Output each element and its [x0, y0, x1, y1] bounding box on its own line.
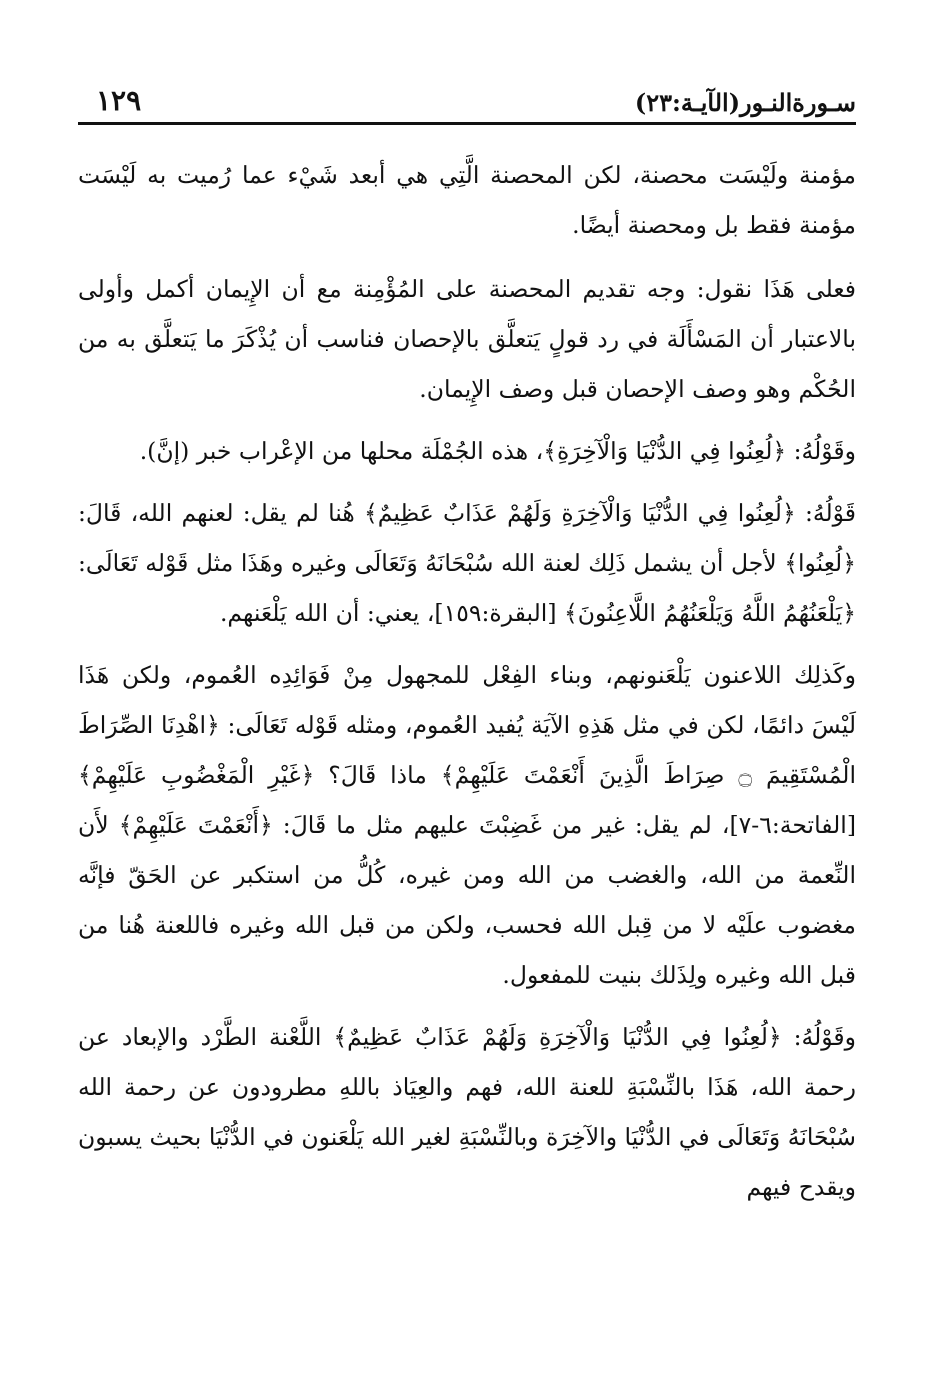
- book-page: [78, 0, 856, 1375]
- paragraph-4: قَوْلُهُ: ﴿لُعِنُوا فِي الدُّنْيَا وَالْآخِرَةِ وَلَهُمْ عَذَابٌ عَظِيمٌ﴾ هُنا لم يقل: لعنهم الله، قَالَ: ﴿لُعِنُوا﴾ لأجل أن يشمل ذَلِك لعنة الله سُبْحَانَهُ وَتَعَالَى وغيره وهَذَا مثل قَوْله تَعَالَى: ﴿يَلْعَنُهُمُ اللَّهُ وَيَلْعَنُهُمُ اللَّاعِنُونَ﴾ [البقرة:١٥٩]، يعني: أن الله يَلْعَنهم.: [78, 499, 856, 627]
- paragraph-3: وقَوْلُهُ: ﴿لُعِنُوا فِي الدُّنْيَا وَالْآخِرَةِ﴾، هذه الجُمْلَة محلها من الإعْراب خبر (إنَّ).: [139, 437, 856, 465]
- page-number: ١٢٩: [96, 84, 142, 117]
- paragraph-5: وكَذلِك اللاعنون يَلْعَنونهم، وبناء الفِعْل للمجهول مِنْ فَوَائِدِه العُموم، ولكن هَذَا لَيْسَ دائمًا، لكن في مثل هَذِهِ الآيَة يُفيد العُموم، ومثله قَوْله تَعَالَى: ﴿اهْدِنَا الصِّرَاطَ الْمُسْتَقِيمَ ۝ صِرَاطَ الَّذِينَ أَنْعَمْتَ عَلَيْهِمْ﴾ ماذا قَالَ؟ ﴿غَيْرِ الْمَغْضُوبِ عَلَيْهِمْ﴾ [الفاتحة:٦-٧]، لم يقل: غير من غَضِبْتَ عليهم مثل ما قَالَ: ﴿أَنْعَمْتَ عَلَيْهِمْ﴾ لأَن النِّعمة من الله، والغضب من الله ومن غيره، كُلُّ من استكبر عن الحَقّ فإنَّه مغضوب علَيْه لا من قِبل الله فحسب، ولكن من قبل الله وغيره فاللعنة هُنا من قبل الله وغيره ولِذَلك بنيت للمفعول.: [78, 661, 856, 989]
- page-body: [78, 150, 856, 1224]
- paragraph-6: وقَوْلُهُ: ﴿لُعِنُوا فِي الدُّنْيَا وَالْآخِرَةِ وَلَهُمْ عَذَابٌ عَظِيمٌ﴾ اللَّعْنة الطَّرْد والإبعاد عن رحمة الله، هَذَا بالنِّسْبَةِ للعنة الله، فهم والعِيَاذ باللهِ مطرودون عن رحمة الله سُبْحَانَهُ وَتَعَالَى في الدُّنْيَا والآخِرَة وبالنِّسْبَةِ لغير الله يَلْعَنون في الدُّنْيَا بحيث يسبون ويقدح فيهم: [78, 1023, 856, 1201]
- paragraph-2: فعلى هَذَا نقول: وجه تقديم المحصنة على المُؤْمِنة مع أن الإِيمان أكمل وأولى بالاعتبار أن المَسْأَلَة في رد قولٍ يَتعلَّق بالإحصان فناسب أن يُذْكَرَ ما يَتعلَّق به من الحُكْم وهو وصف الإحصان قبل وصف الإِيمان.: [78, 275, 856, 403]
- header-divider: [78, 122, 856, 125]
- page-header: [78, 82, 856, 122]
- surah-header-title: سـورةالنـور(الآيـة:٢٣): [634, 88, 856, 117]
- paragraph-1: مؤمنة ولَيْسَت محصنة، لكن المحصنة الَّتِي هي أبعد شَيْء عما رُميت به لَيْسَت مؤمنة فقط بل ومحصنة أيضًا.: [78, 161, 856, 239]
